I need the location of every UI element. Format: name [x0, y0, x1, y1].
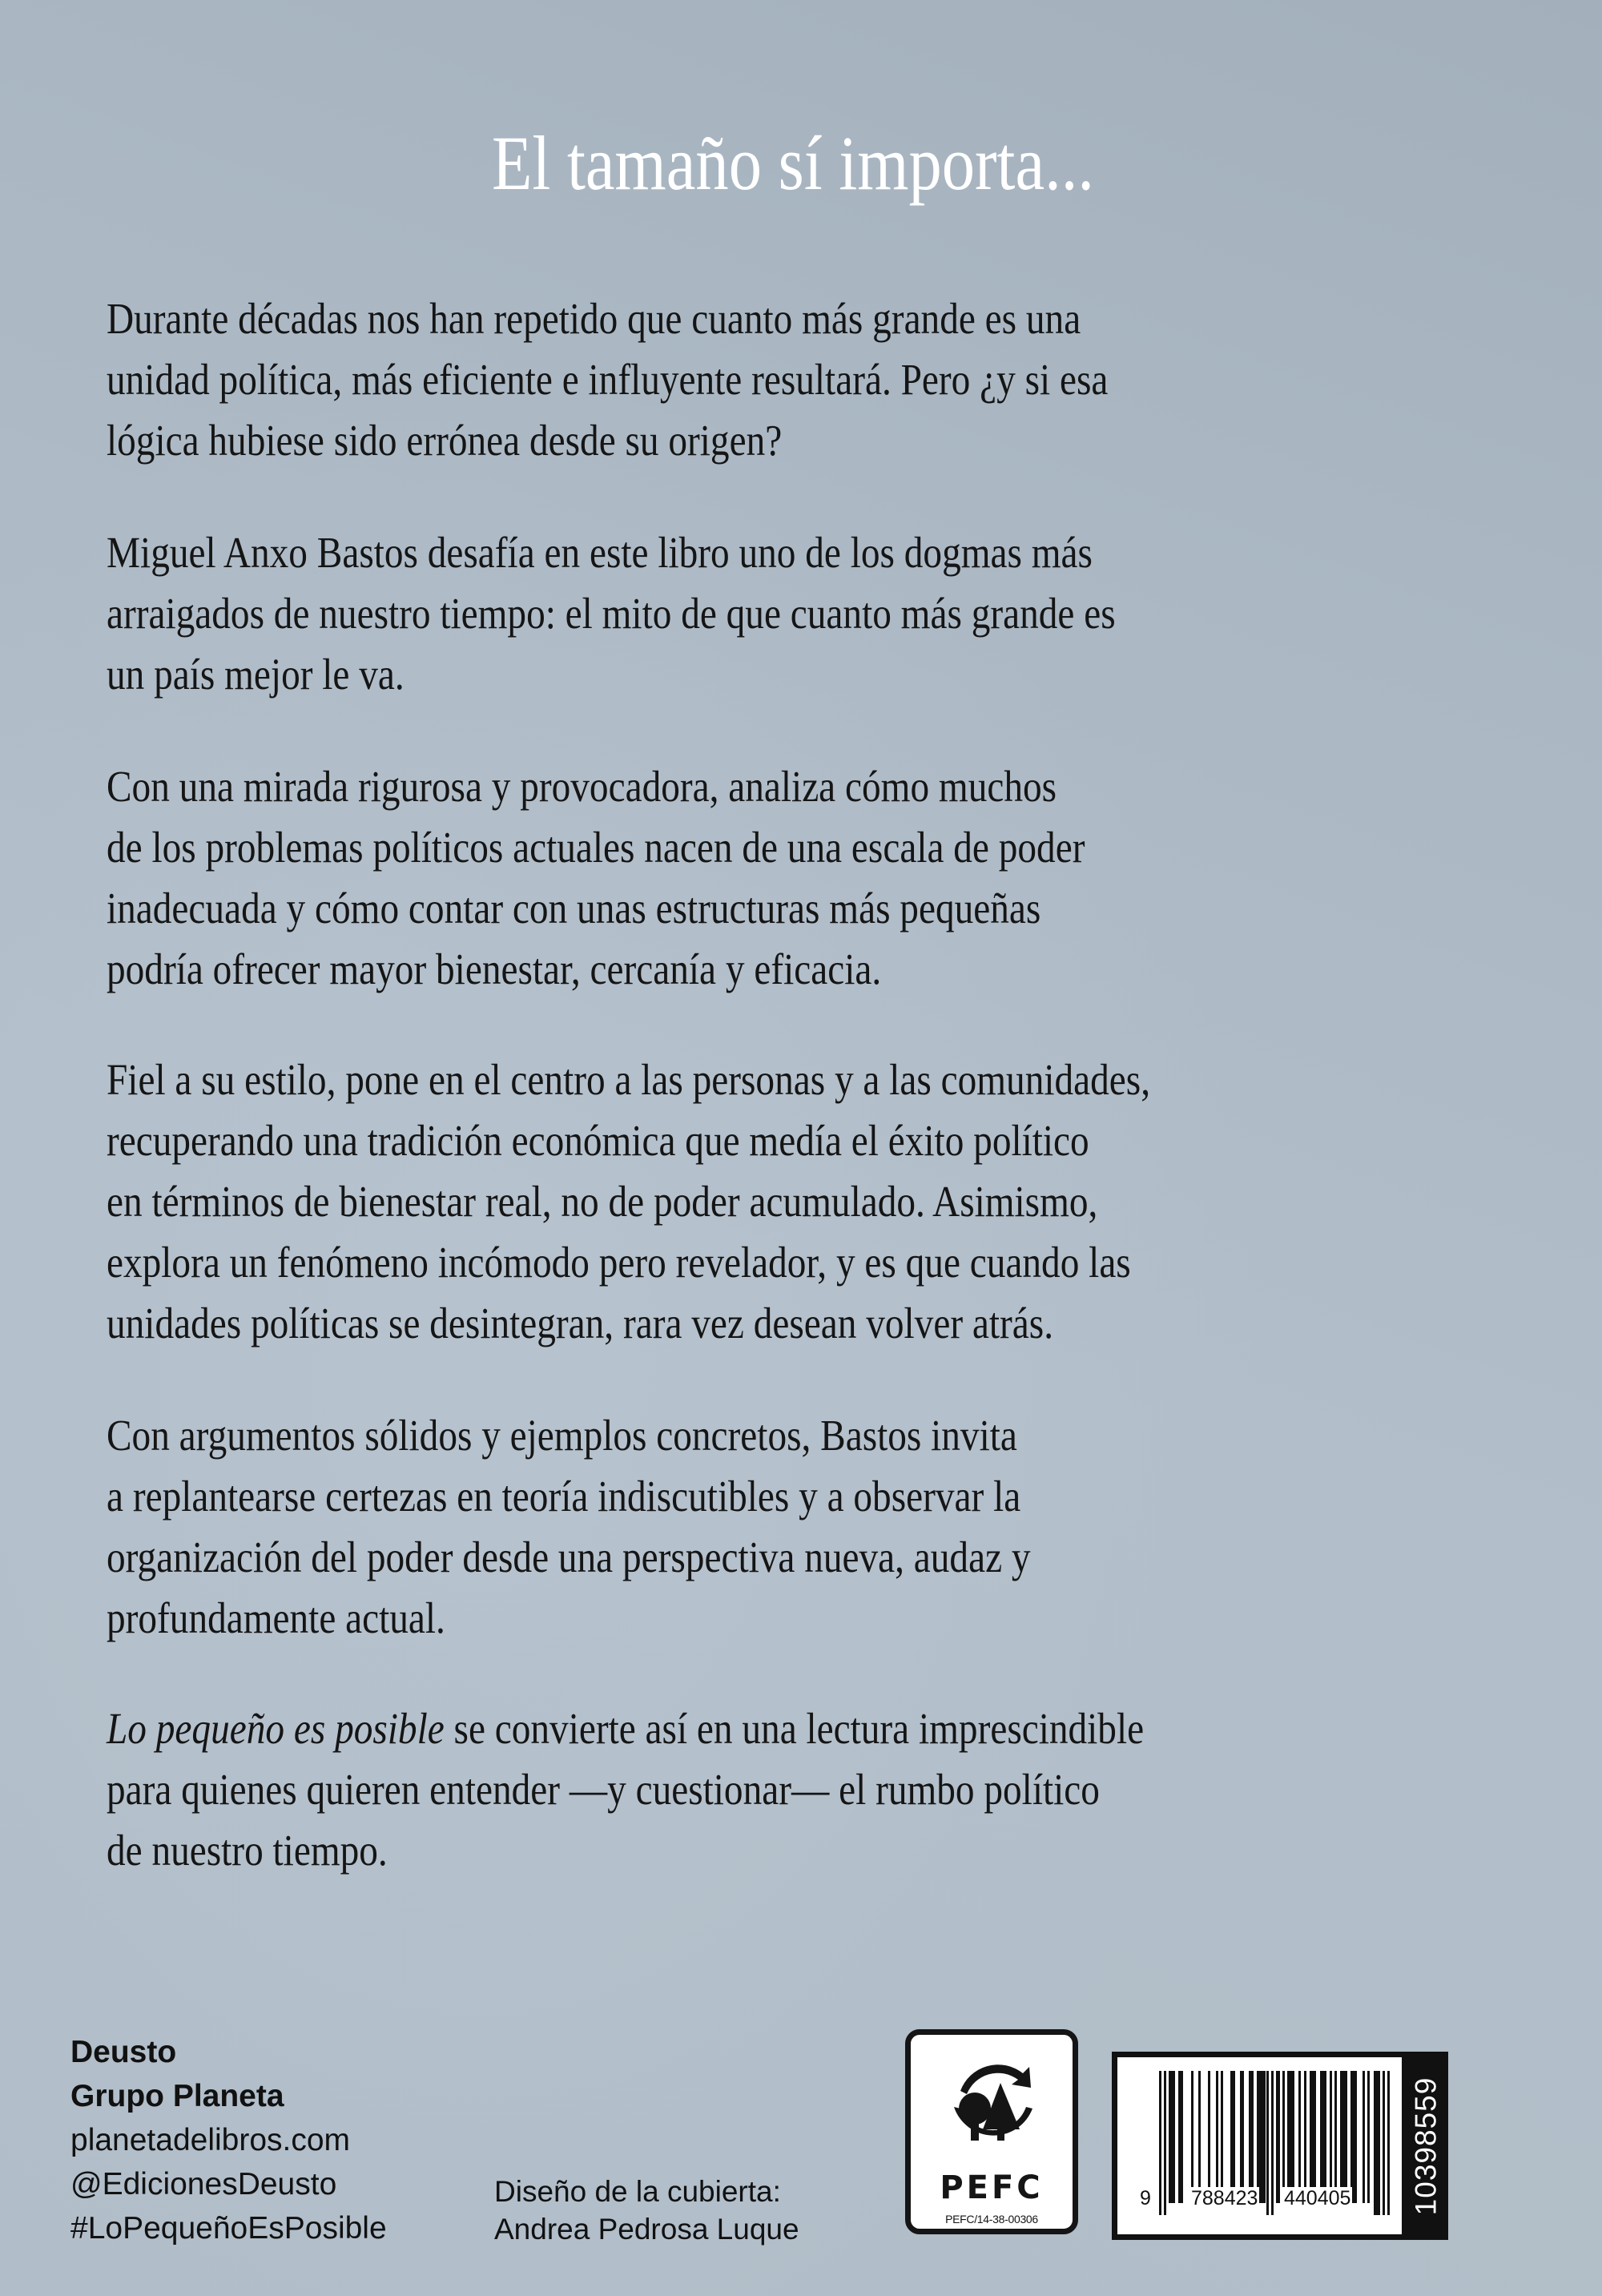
publisher-group: Grupo Planeta	[70, 2079, 284, 2113]
publisher-website: planetadelibros.com	[70, 2123, 351, 2157]
text-line: unidad política, más eficiente e influyente resultará. Pero ¿y si esa	[107, 355, 1109, 404]
cover-designer-name: Andrea Pedrosa Luque	[494, 2213, 799, 2246]
cover-design-credit	[494, 2173, 799, 2248]
headline: El tamaño sí importa...	[491, 120, 1095, 206]
blurb-paragraph-3	[107, 756, 1526, 1000]
publisher-imprint: Deusto	[70, 2035, 177, 2069]
barcode-digit-first: 9	[1140, 2187, 1151, 2209]
text-line: recuperando una tradición económica que medía el éxito político	[107, 1116, 1089, 1165]
publisher-info	[70, 2030, 387, 2250]
text-line: Durante décadas nos han repetido que cuanto más grande es una	[107, 294, 1081, 343]
barcode-digits-right: 440405	[1284, 2187, 1351, 2209]
text-line: a replantearse certezas en teoría indiscutibles y a observar la	[107, 1472, 1021, 1521]
barcode-digits-left: 788423	[1191, 2187, 1258, 2209]
pefc-certification-badge	[905, 2029, 1078, 2234]
text-line: un país mejor le va.	[107, 650, 405, 699]
text-line: Fiel a su estilo, pone en el centro a las personas y a las comunidades,	[107, 1055, 1151, 1104]
text-line: explora un fenómeno incómodo pero revelador, y es que cuando las	[107, 1238, 1131, 1287]
book-title-italic: Lo pequeño es posible	[107, 1704, 445, 1753]
text-line: de los problemas políticos actuales nacen de una escala de poder	[107, 823, 1085, 872]
text-line	[107, 1698, 1526, 1759]
isbn-barcode	[1112, 2052, 1448, 2240]
text-line: inadecuada y cómo contar con unas estructuras más pequeñas	[107, 884, 1041, 932]
text-line: profundamente actual.	[107, 1593, 445, 1642]
text-line: de nuestro tiempo.	[107, 1826, 388, 1875]
barcode-panel	[1117, 2057, 1402, 2234]
text-line: en términos de bienestar real, no de poder acumulado. Asimismo,	[107, 1177, 1098, 1226]
text-line: organización del poder desde una perspectiva nueva, audaz y	[107, 1533, 1031, 1581]
pefc-license-code: PEFC/14-38-00306	[945, 2213, 1038, 2226]
blurb-paragraph-4	[107, 1049, 1526, 1354]
blurb-paragraph-1	[107, 288, 1526, 471]
cover-credit-label: Diseño de la cubierta:	[494, 2175, 781, 2208]
text-line: unidades políticas se desintegran, rara vez desean volver atrás.	[107, 1299, 1054, 1347]
text-line: Con una mirada rigurosa y provocadora, analiza cómo muchos	[107, 762, 1057, 811]
text-line: arraigados de nuestro tiempo: el mito de que cuanto más grande es	[107, 589, 1116, 638]
text-line: Miguel Anxo Bastos desafía en este libro uno de los dogmas más	[107, 528, 1093, 577]
text-line: podría ofrecer mayor bienestar, cercanía y eficacia.	[107, 945, 882, 993]
pefc-wordmark: PEFC	[940, 2169, 1044, 2206]
text-line: para quienes quieren entender —y cuestionar— el rumbo político	[107, 1765, 1100, 1814]
barcode-side-code	[1403, 2052, 1448, 2240]
blurb-paragraph-6	[107, 1698, 1526, 1881]
text-fragment: se convierte así en una lectura imprescindible	[444, 1704, 1145, 1753]
blurb-paragraph-2	[107, 522, 1526, 705]
pefc-trees-logo-icon	[943, 2059, 1043, 2163]
text-line: lógica hubiese sido errónea desde su origen?	[107, 416, 783, 465]
book-hashtag: #LoPequeñoEsPosible	[70, 2211, 387, 2246]
internal-product-code: 10398559	[1409, 2076, 1442, 2215]
blurb-paragraph-5	[107, 1405, 1526, 1649]
text-line: Con argumentos sólidos y ejemplos concretos, Bastos invita	[107, 1411, 1017, 1460]
publisher-social-handle: @EdicionesDeusto	[70, 2167, 337, 2201]
